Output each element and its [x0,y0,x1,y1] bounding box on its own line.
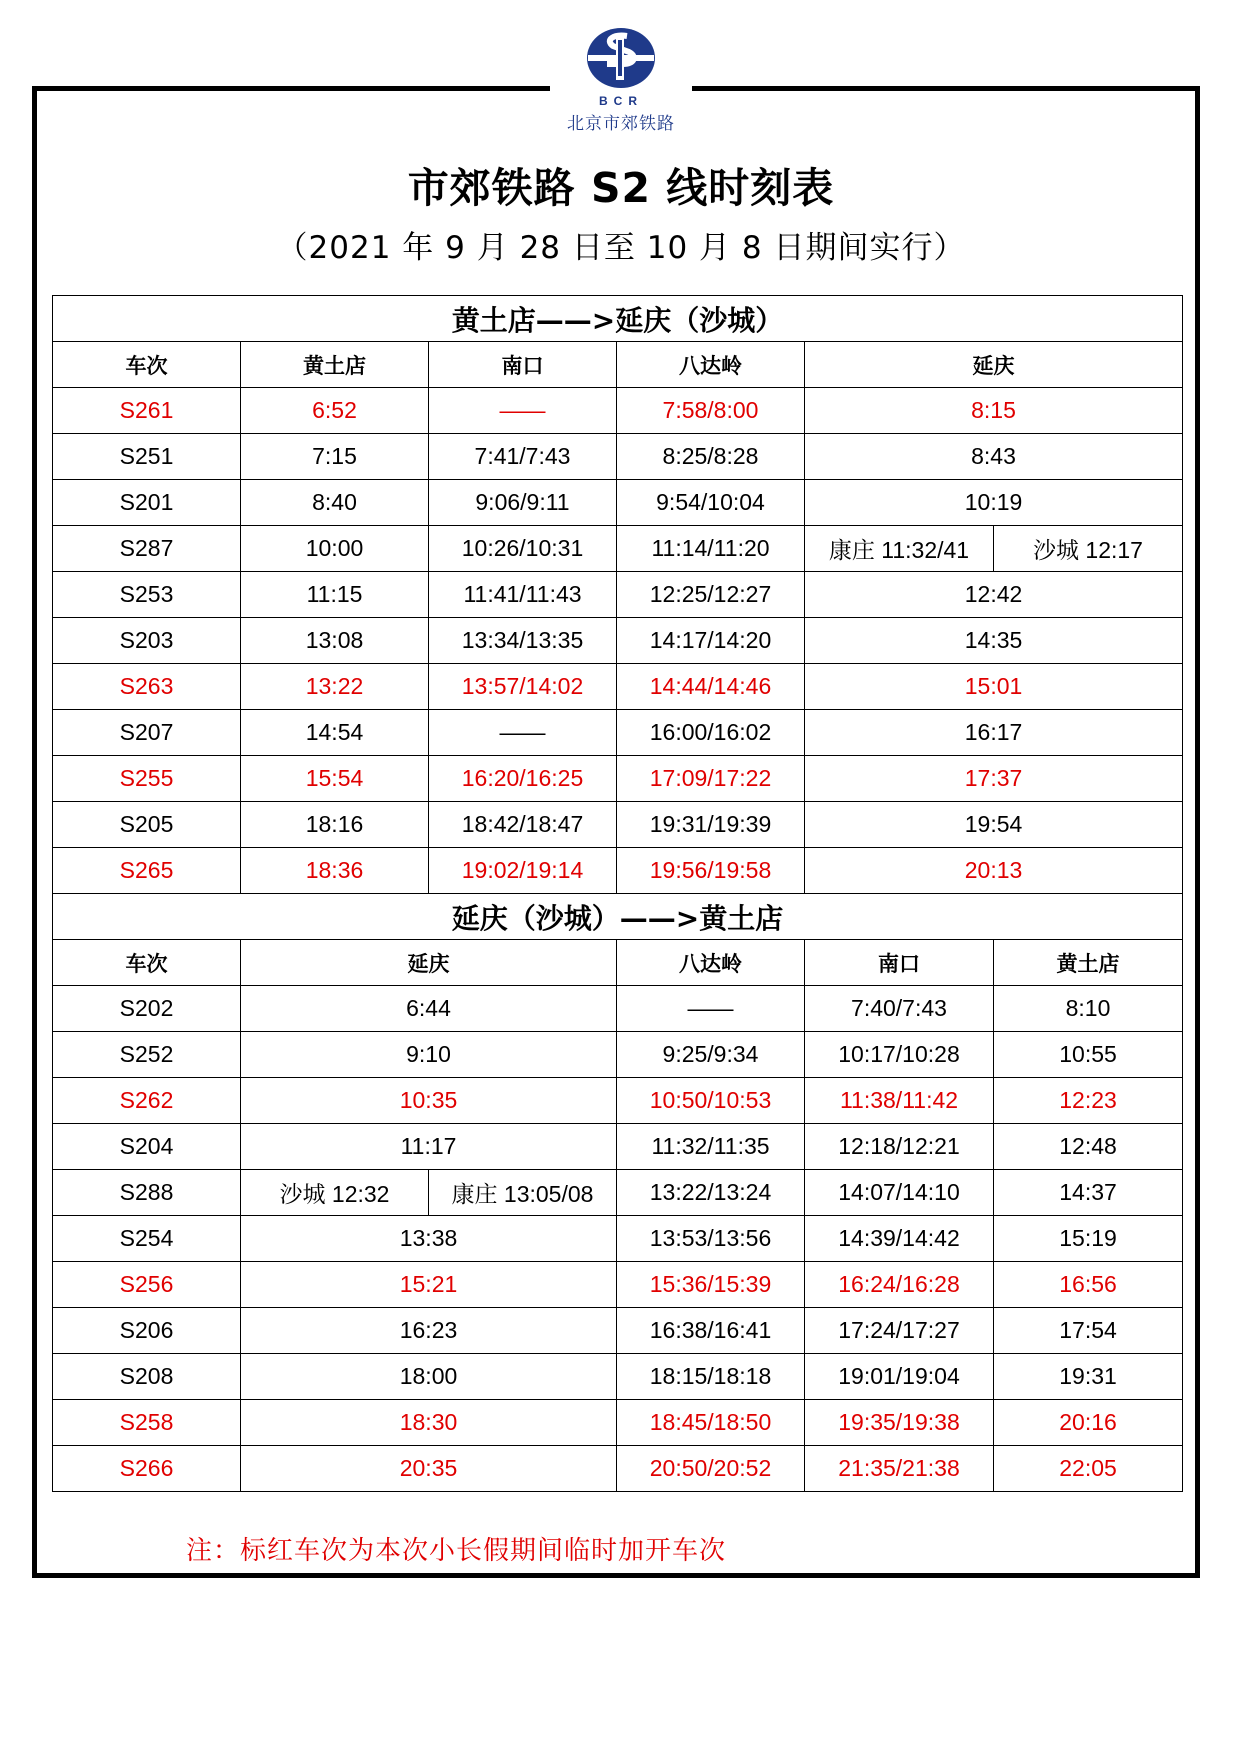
section-heading-row [53,894,1183,940]
table-cell: 18:42/18:47 [429,802,617,848]
table-cell: 8:25/8:28 [617,434,805,480]
table-cell: S207 [53,710,241,756]
table-cell: 7:41/7:43 [429,434,617,480]
table-cell: S266 [53,1446,241,1492]
table-cell: 16:38/16:41 [617,1308,805,1354]
table-cell: S204 [53,1124,241,1170]
table-cell: 15:19 [994,1216,1183,1262]
table-cell: 19:31/19:39 [617,802,805,848]
table-cell: 17:37 [805,756,1183,802]
table-cell: 13:53/13:56 [617,1216,805,1262]
table-cell: 19:31 [994,1354,1183,1400]
table-cell: 18:15/18:18 [617,1354,805,1400]
table-cell: 11:17 [241,1124,617,1170]
table-cell: S263 [53,664,241,710]
table-cell: 16:00/16:02 [617,710,805,756]
table-cell: S287 [53,526,241,572]
header-cell: 黄土店 [241,342,429,388]
table-cell: —— [429,388,617,434]
table-cell: 20:50/20:52 [617,1446,805,1492]
table-cell: S201 [53,480,241,526]
table-row [53,1032,1183,1078]
table-cell: 15:01 [805,664,1183,710]
table-row [53,1308,1183,1354]
table-cell: 16:23 [241,1308,617,1354]
table-cell: 14:39/14:42 [805,1216,994,1262]
header-row [53,940,1183,986]
table-cell: 7:15 [241,434,429,480]
table-cell: S256 [53,1262,241,1308]
table-cell: 8:15 [805,388,1183,434]
table-cell: 13:08 [241,618,429,664]
table-row [53,1078,1183,1124]
table-cell: S288 [53,1170,241,1216]
table-cell: 沙城 12:32 [241,1170,429,1216]
table-cell: 14:07/14:10 [805,1170,994,1216]
table-cell: 11:38/11:42 [805,1078,994,1124]
table-cell: 22:05 [994,1446,1183,1492]
table-cell: S203 [53,618,241,664]
table-cell: S253 [53,572,241,618]
table-row [53,480,1183,526]
page-title: 市郊铁路 S2 线时刻表 [407,164,835,212]
section-heading-row [53,296,1183,342]
table-cell: 21:35/21:38 [805,1446,994,1492]
table-cell: 13:22 [241,664,429,710]
table-cell: 12:25/12:27 [617,572,805,618]
table-row [53,618,1183,664]
table-row [53,664,1183,710]
page-subtitle: （2021 年 9 月 28 日至 10 月 8 日期间实行） [276,230,966,266]
section-heading-southbound: 延庆（沙城）——>黄土店 [53,894,1183,940]
header-cell: 黄土店 [994,940,1183,986]
table-cell: 8:43 [805,434,1183,480]
table-cell: 17:24/17:27 [805,1308,994,1354]
table-cell: 9:06/9:11 [429,480,617,526]
table-cell: 13:57/14:02 [429,664,617,710]
table-cell: 8:10 [994,986,1183,1032]
table-cell: 13:38 [241,1216,617,1262]
table-cell: 19:02/19:14 [429,848,617,894]
table-cell: 10:50/10:53 [617,1078,805,1124]
table-row [53,526,1183,572]
bcr-logo [550,22,692,148]
table-cell: S205 [53,802,241,848]
table-cell: S258 [53,1400,241,1446]
table-cell: S206 [53,1308,241,1354]
table-cell: 13:34/13:35 [429,618,617,664]
table-cell: 11:41/11:43 [429,572,617,618]
table-row [53,986,1183,1032]
table-cell: S255 [53,756,241,802]
table-cell: 16:24/16:28 [805,1262,994,1308]
table-cell: 9:25/9:34 [617,1032,805,1078]
table-cell: 14:54 [241,710,429,756]
table-cell: 10:55 [994,1032,1183,1078]
table-row [53,388,1183,434]
table-cell: 6:52 [241,388,429,434]
table-cell: 11:32/11:35 [617,1124,805,1170]
table-cell: 19:35/19:38 [805,1400,994,1446]
table-cell: 16:56 [994,1262,1183,1308]
header-cell: 八达岭 [617,940,805,986]
table-cell: 18:36 [241,848,429,894]
timetable [52,295,1183,1492]
table-cell: 10:35 [241,1078,617,1124]
table-cell: 15:21 [241,1262,617,1308]
header-cell: 南口 [429,342,617,388]
table-cell: 19:01/19:04 [805,1354,994,1400]
table-cell: 20:16 [994,1400,1183,1446]
table-row [53,710,1183,756]
table-cell: 15:36/15:39 [617,1262,805,1308]
table-cell: 9:54/10:04 [617,480,805,526]
table-cell: 8:40 [241,480,429,526]
table-cell: 19:54 [805,802,1183,848]
table-cell: 13:22/13:24 [617,1170,805,1216]
table-cell: S251 [53,434,241,480]
table-cell: 10:00 [241,526,429,572]
table-cell: 10:26/10:31 [429,526,617,572]
table-cell: S262 [53,1078,241,1124]
header-cell: 车次 [53,342,241,388]
table-row [53,1124,1183,1170]
table-cell: 14:44/14:46 [617,664,805,710]
table-cell: S261 [53,388,241,434]
table-row [53,1216,1183,1262]
table-cell: S208 [53,1354,241,1400]
timetable-body [53,296,1183,1492]
table-row [53,1446,1183,1492]
table-row [53,848,1183,894]
table-cell: 7:58/8:00 [617,388,805,434]
table-cell: 康庄 11:32/41 [805,526,994,572]
table-cell: 12:42 [805,572,1183,618]
table-cell: 12:18/12:21 [805,1124,994,1170]
table-cell: S252 [53,1032,241,1078]
table-cell: 12:23 [994,1078,1183,1124]
table-cell: —— [617,986,805,1032]
table-cell: 沙城 12:17 [994,526,1183,572]
table-row [53,572,1183,618]
table-row [53,1262,1183,1308]
table-cell: 14:17/14:20 [617,618,805,664]
table-cell: 20:13 [805,848,1183,894]
table-cell: 19:56/19:58 [617,848,805,894]
table-row [53,1170,1183,1216]
header-cell: 车次 [53,940,241,986]
table-cell: 18:16 [241,802,429,848]
table-cell: 10:19 [805,480,1183,526]
table-cell: 10:17/10:28 [805,1032,994,1078]
header-cell: 南口 [805,940,994,986]
table-cell: 11:15 [241,572,429,618]
table-cell: 11:14/11:20 [617,526,805,572]
logo-name: 北京市郊铁路 [567,114,675,134]
table-cell: 12:48 [994,1124,1183,1170]
table-cell: 6:44 [241,986,617,1032]
table-row [53,1400,1183,1446]
table-cell: 15:54 [241,756,429,802]
table-cell: S254 [53,1216,241,1262]
footnote: 注：标红车次为本次小长假期间临时加开车次 [186,1536,727,1566]
logo-abbr: BCR [599,94,643,108]
bcr-emblem-icon [583,22,659,96]
table-cell: 18:30 [241,1400,617,1446]
table-cell: 16:20/16:25 [429,756,617,802]
table-row [53,1354,1183,1400]
table-cell: 7:40/7:43 [805,986,994,1032]
table-cell: 17:09/17:22 [617,756,805,802]
table-cell: 14:37 [994,1170,1183,1216]
header-row [53,342,1183,388]
header-cell: 延庆 [241,940,617,986]
table-row [53,434,1183,480]
table-cell: 康庄 13:05/08 [429,1170,617,1216]
table-cell: 14:35 [805,618,1183,664]
table-cell: 18:00 [241,1354,617,1400]
section-heading-northbound: 黄土店——>延庆（沙城） [53,296,1183,342]
table-row [53,802,1183,848]
table-cell: —— [429,710,617,756]
table-cell: 16:17 [805,710,1183,756]
table-cell: 20:35 [241,1446,617,1492]
header-cell: 延庆 [805,342,1183,388]
table-row [53,756,1183,802]
table-cell: 18:45/18:50 [617,1400,805,1446]
table-cell: 9:10 [241,1032,617,1078]
header-cell: 八达岭 [617,342,805,388]
table-cell: S202 [53,986,241,1032]
table-cell: 17:54 [994,1308,1183,1354]
table-cell: S265 [53,848,241,894]
